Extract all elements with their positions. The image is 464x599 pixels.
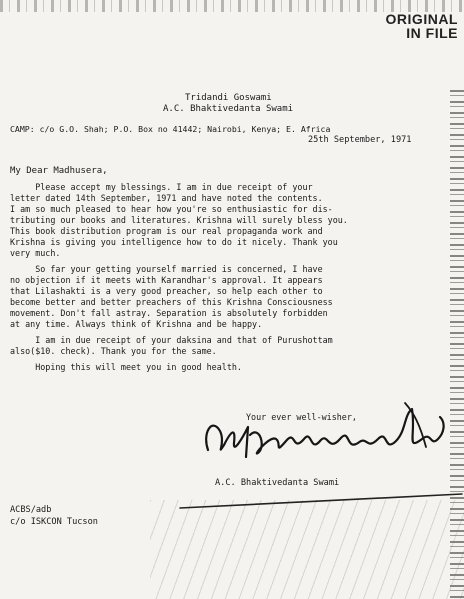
body-line: This book distribution program is our real propaganda work and	[10, 226, 323, 236]
letterhead-title: Tridandi Goswami	[185, 93, 272, 103]
signature-underline-stroke	[178, 490, 464, 514]
cc-address: c/o ISKCON Tucson	[10, 517, 98, 527]
body-line: Hoping this will meet you in good health.	[10, 362, 242, 372]
body-line: tributing our books and literatures. Krishna will surely bless you.	[10, 215, 348, 225]
body-line: at any time. Always think of Krishna and be happy.	[10, 319, 263, 329]
closing: Your ever well-wisher,	[246, 412, 357, 422]
body-line: So far your getting yourself married is concerned, I have	[10, 264, 323, 274]
body-line: Krishna is giving you intelligence how to do it nicely. Thank you	[10, 237, 338, 247]
body-line: I am in due receipt of your daksina and that of Purushottam	[10, 335, 333, 345]
scan-noise-bottom	[150, 500, 464, 599]
body-line: very much.	[10, 248, 61, 258]
body-line: movement. Don't fall astray. Separation is absolutely forbidden	[10, 308, 328, 318]
body-line: become better and better preachers of this Krishna Consciousness	[10, 297, 333, 307]
original-in-file-stamp	[386, 12, 458, 40]
body-line: also($10. check). Thank you for the same.	[10, 346, 217, 356]
reference-initials: ACBS/adb	[10, 505, 52, 515]
stamp-line-2: IN FILE	[406, 25, 458, 41]
handwritten-signature	[200, 395, 450, 470]
letterhead-name: A.C. Bhaktivedanta Swami	[163, 104, 294, 114]
body-line: I am so much pleased to hear how you're so enthusiastic for dis-	[10, 204, 333, 214]
body-line: Please accept my blessings. I am in due receipt of your	[10, 182, 313, 192]
letter-date: 25th September, 1971	[308, 135, 412, 145]
body-line: letter dated 14th September, 1971 and have noted the contents.	[10, 193, 323, 203]
signature-name: A.C. Bhaktivedanta Swami	[215, 478, 340, 488]
body-line: no objection if it meets with Karandhar's approval. It appears	[10, 275, 323, 285]
salutation: My Dear Madhusera,	[10, 166, 108, 176]
camp-address: CAMP: c/o G.O. Shah; P.O. Box no 41442; Nairobi, Kenya; E. Africa	[10, 124, 331, 134]
body-line: that Lilashakti is a very good preacher, so help each other to	[10, 286, 323, 296]
stamp-line-1: ORIGINAL	[385, 11, 458, 27]
